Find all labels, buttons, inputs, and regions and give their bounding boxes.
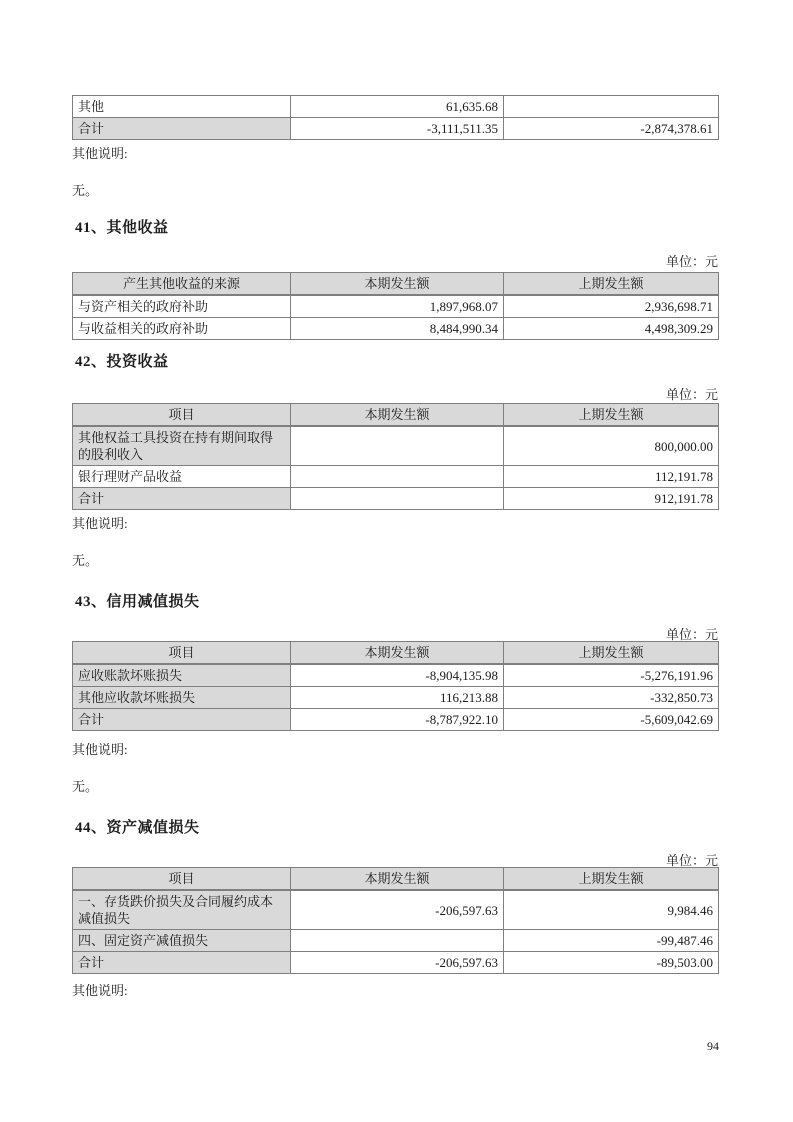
unit-label-44: 单位：元 (665, 853, 718, 868)
table-row (73, 930, 719, 952)
row-label-cell: 其他 (73, 96, 291, 118)
financial-table (72, 641, 719, 731)
credit-impairment-table (72, 641, 719, 731)
financial-table (72, 867, 719, 974)
row-label-cell: 应收账款坏账损失 (73, 664, 291, 687)
table-header-cell: 本期发生额 (291, 642, 504, 665)
table-header-cell: 上期发生额 (504, 273, 719, 296)
table-header-cell: 上期发生额 (504, 868, 719, 891)
table-row (73, 687, 719, 709)
other-note-value-2: 无。 (72, 553, 99, 568)
table-header-cell: 项目 (73, 404, 291, 427)
asset-impairment-table (72, 867, 719, 974)
amount-cell (291, 930, 504, 952)
amount-cell: 4,498,309.29 (504, 318, 719, 340)
table-row (73, 664, 719, 687)
unit-label-42: 单位：元 (665, 387, 718, 402)
table-row (73, 488, 719, 510)
table-header-cell: 本期发生额 (291, 273, 504, 296)
amount-cell: 912,191.78 (504, 488, 719, 510)
row-label-cell: 四、固定资产减值损失 (73, 930, 291, 952)
other-income-table (72, 272, 719, 340)
section-heading-41: 41、其他收益 (75, 220, 169, 236)
financial-table (72, 272, 719, 340)
continuation-table (72, 95, 719, 140)
amount-cell: 800,000.00 (504, 426, 719, 466)
table-header-row (73, 273, 719, 296)
other-note-label-2: 其他说明: (72, 516, 128, 531)
row-label-cell: 合计 (73, 488, 291, 510)
amount-cell: -8,787,922.10 (291, 709, 504, 731)
financial-table (72, 95, 719, 140)
table-row (73, 426, 719, 466)
amount-cell: 112,191.78 (504, 466, 719, 488)
row-label-cell: 其他权益工具投资在持有期间取得的股利收入 (73, 426, 291, 466)
unit-label-41: 单位：元 (665, 254, 718, 269)
amount-cell: -3,111,511.35 (291, 118, 504, 140)
amount-cell: -206,597.63 (291, 952, 504, 974)
row-label-cell: 合计 (73, 952, 291, 974)
table-row (73, 318, 719, 340)
table-header-cell: 产生其他收益的来源 (73, 273, 291, 296)
row-label-cell: 合计 (73, 118, 291, 140)
table-header-cell: 上期发生额 (504, 642, 719, 665)
unit-label-43: 单位：元 (665, 627, 718, 642)
financial-table (72, 403, 719, 510)
table-header-cell: 本期发生额 (291, 868, 504, 891)
other-note-label-4: 其他说明: (72, 983, 128, 998)
table-header-row (73, 404, 719, 427)
amount-cell (291, 426, 504, 466)
section-heading-42: 42、投资收益 (75, 354, 169, 370)
amount-cell: -5,276,191.96 (504, 664, 719, 687)
table-header-cell: 本期发生额 (291, 404, 504, 427)
row-label-cell: 一、存货跌价损失及合同履约成本减值损失 (73, 890, 291, 930)
section-heading-43: 43、信用减值损失 (75, 594, 200, 610)
amount-cell: 8,484,990.34 (291, 318, 504, 340)
amount-cell (291, 488, 504, 510)
amount-cell: -206,597.63 (291, 890, 504, 930)
table-header-cell: 上期发生额 (504, 404, 719, 427)
section-heading-44: 44、资产减值损失 (75, 820, 200, 836)
amount-cell (504, 96, 719, 118)
amount-cell: -332,850.73 (504, 687, 719, 709)
row-label-cell: 银行理财产品收益 (73, 466, 291, 488)
other-note-value-1: 无。 (72, 183, 99, 198)
table-header-cell: 项目 (73, 642, 291, 665)
amount-cell: -99,487.46 (504, 930, 719, 952)
row-label-cell: 与资产相关的政府补助 (73, 295, 291, 318)
table-row (73, 890, 719, 930)
amount-cell: -5,609,042.69 (504, 709, 719, 731)
row-label-cell: 合计 (73, 709, 291, 731)
other-note-label-1: 其他说明: (72, 146, 128, 161)
table-row (73, 96, 719, 118)
table-row (73, 118, 719, 140)
investment-income-table (72, 403, 719, 510)
table-header-row (73, 868, 719, 891)
row-label-cell: 与收益相关的政府补助 (73, 318, 291, 340)
amount-cell: -8,904,135.98 (291, 664, 504, 687)
amount-cell: 2,936,698.71 (504, 295, 719, 318)
table-row (73, 466, 719, 488)
other-note-value-3: 无。 (72, 779, 99, 794)
table-row (73, 295, 719, 318)
amount-cell: 61,635.68 (291, 96, 504, 118)
table-row (73, 952, 719, 974)
amount-cell (291, 466, 504, 488)
other-note-label-3: 其他说明: (72, 742, 128, 757)
page-number: 94 (707, 1039, 719, 1053)
amount-cell: 116,213.88 (291, 687, 504, 709)
row-label-cell: 其他应收款坏账损失 (73, 687, 291, 709)
table-header-cell: 项目 (73, 868, 291, 891)
amount-cell: 1,897,968.07 (291, 295, 504, 318)
table-header-row (73, 642, 719, 665)
amount-cell: -89,503.00 (504, 952, 719, 974)
table-row (73, 709, 719, 731)
amount-cell: -2,874,378.61 (504, 118, 719, 140)
amount-cell: 9,984.46 (504, 890, 719, 930)
